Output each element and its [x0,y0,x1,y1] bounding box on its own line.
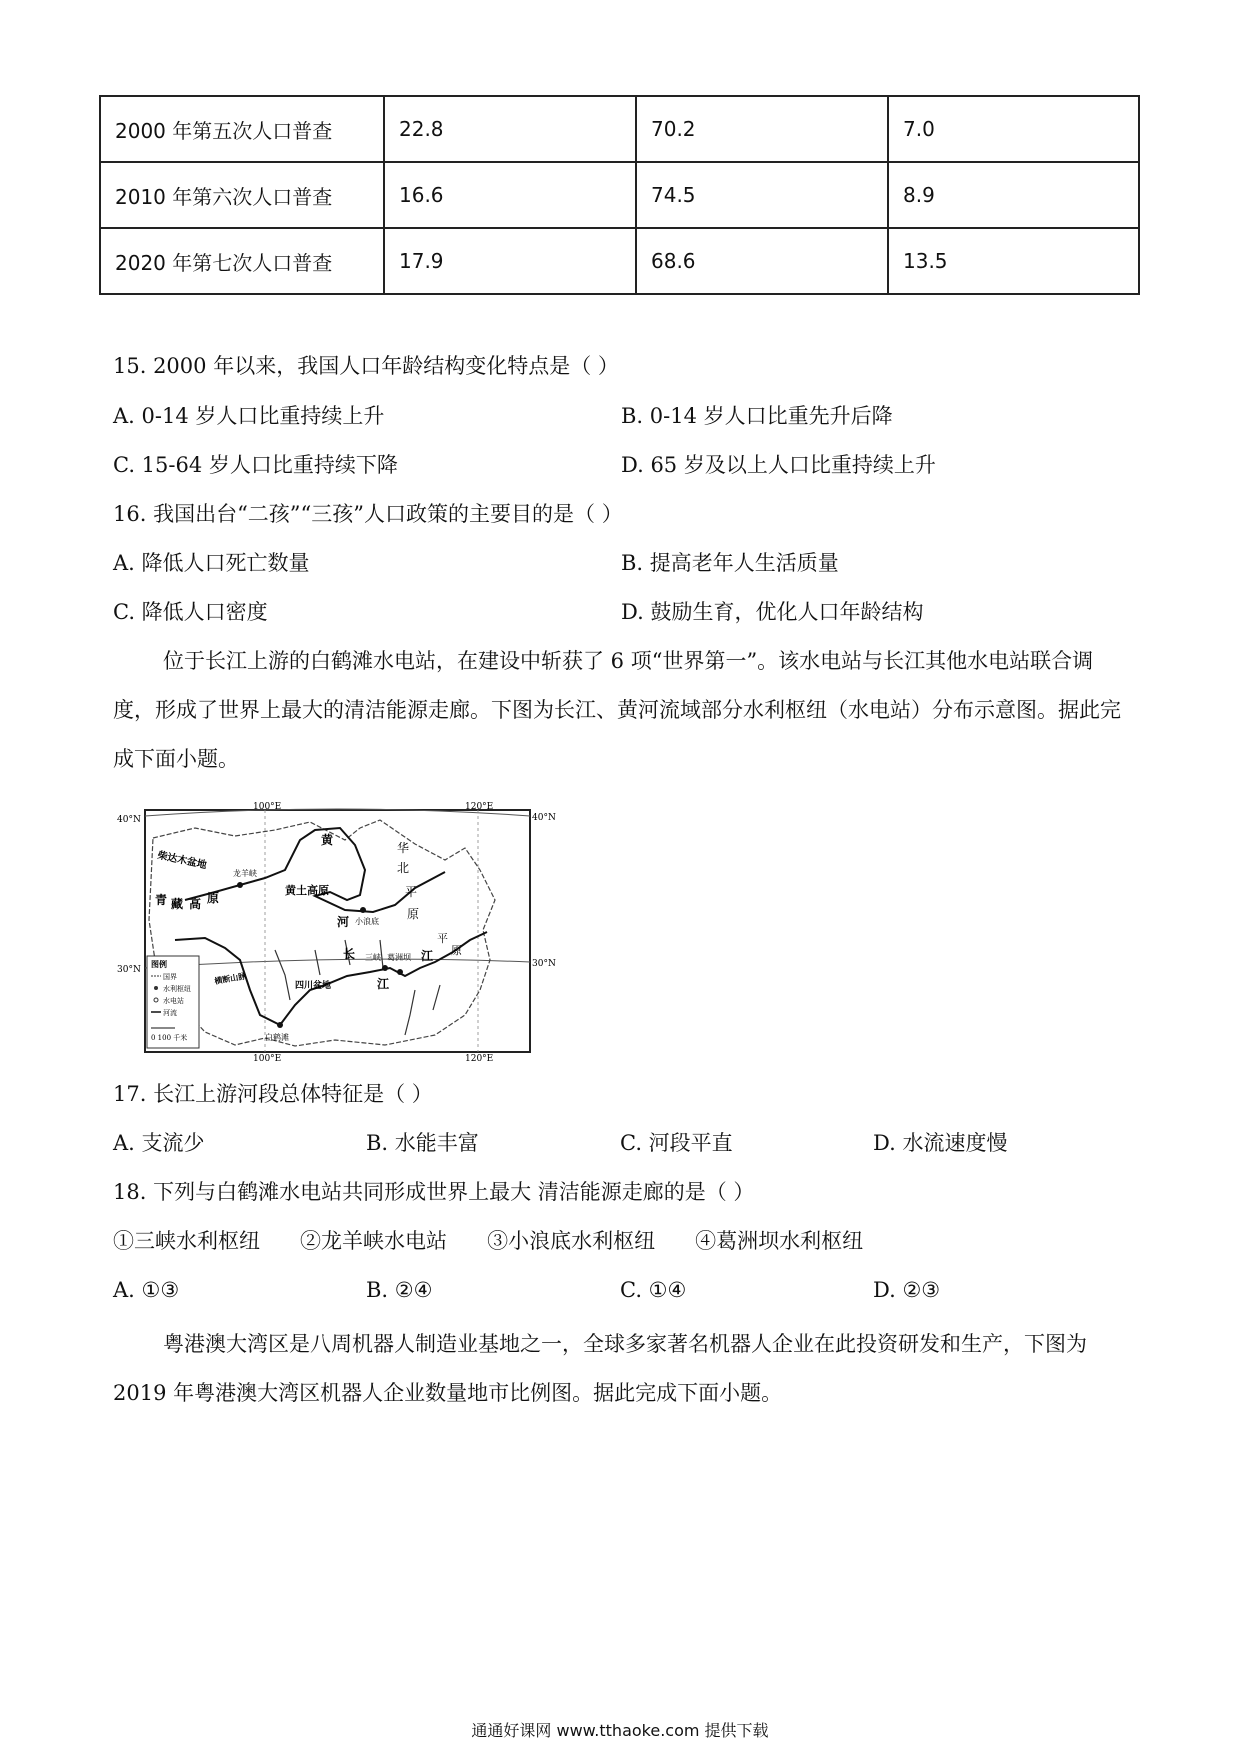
question-15-option-b: B. 0-14 岁人口比重先升后降 [621,404,893,428]
question-17-option-a: A. 支流少 [113,1131,205,1155]
question-18-items: ①三峡水利枢纽 ②龙羊峡水电站 ③小浪底水利枢纽 ④葛洲坝水利枢纽 [113,1229,864,1253]
reading-paragraph-1: 位于长江上游的白鹤滩水电站，在建设中斩获了 6 项“世界第一”。该水电站与长江其他水电站联合调度，形成了世界上最大的清洁能源走廊。下图为长江、黄河流域部分水利枢纽（水电站）分布示意图。据此完成下面小题。 [113,649,1121,771]
map-label: 高 [189,897,202,911]
lon-label: 100°E [253,802,282,812]
baihetan-label: 白鹤滩 [265,1033,289,1042]
legend-title: 图例 [151,959,167,969]
question-15-option-a: A. 0-14 岁人口比重持续上升 [113,404,385,428]
loess-plateau-label: 黄土高原 [285,884,329,897]
question-17-stem: 17. 长江上游河段总体特征是（ ） [113,1082,433,1106]
census-table [99,95,1140,295]
question-18-option-a: A. ①③ [113,1278,180,1302]
hengduan-label: 横断山脉 [213,970,247,986]
qaidam-label: 柴达木盆地 [156,850,208,872]
legend-dam-swatch [154,986,158,990]
lat-label: 30°N [532,959,556,969]
lat-label: 30°N [117,965,141,975]
table-cell: 68.6 [636,228,888,294]
sanxia-label: 三峡 [365,953,381,962]
table-cell: 7.0 [888,96,1139,162]
map-label: 江 [377,977,390,991]
question-18-option-c: C. ①④ [620,1278,687,1302]
lat-label: 40°N [117,815,141,825]
table-cell: 13.5 [888,228,1139,294]
map-label: 藏 [171,897,184,911]
xiaolangdi-marker [360,907,366,913]
reading-paragraph-2: 粤港澳大湾区是八周机器人制造业基地之一，全球多家著名机器人企业在此投资研发和生产，下图为 2019 年粤港澳大湾区机器人企业数量地市比例图。据此完成下面小题。 [113,1332,1087,1405]
page-footer: 通通好课网 www.tthaoke.com 提供下载 [471,1721,769,1740]
map-label: 青 [155,893,168,907]
question-16-option-b: B. 提高老年人生活质量 [621,551,839,575]
map-frame [145,810,530,1052]
baihetan-marker [277,1022,283,1028]
legend-item: 水利枢纽 [163,985,191,993]
legend-item: 河流 [163,1009,177,1017]
gezhouba-label: 葛洲坝 [387,953,411,962]
table-row [100,96,1139,162]
table-cell: 2020 年第七次人口普查 [100,228,384,294]
gezhouba-marker [397,969,403,975]
map-label: 原 [407,907,420,921]
question-15-option-c: C. 15-64 岁人口比重持续下降 [113,453,398,477]
question-18-option-d: D. ②③ [873,1278,941,1302]
question-16-stem: 16. 我国出台“二孩”“三孩”人口政策的主要目的是（ ） [113,502,623,526]
map-label: 平 [437,932,448,945]
table-row [100,228,1139,294]
lon-label: 100°E [253,1054,282,1064]
question-17-option-c: C. 河段平直 [620,1131,733,1155]
question-15-option-d: D. 65 岁及以上人口比重持续上升 [621,453,936,477]
legend-scale: 0 100 千米 [151,1034,188,1042]
sichuan-basin-label: 四川盆地 [295,981,332,991]
question-16-option-c: C. 降低人口密度 [113,600,268,624]
table-cell: 22.8 [384,96,636,162]
question-16-option-a: A. 降低人口死亡数量 [113,551,310,575]
table-cell: 17.9 [384,228,636,294]
lon-label: 120°E [465,802,494,812]
legend-item: 国界 [163,973,177,981]
table-row [100,162,1139,228]
map-label: 华 [397,841,410,855]
question-18-stem: 18. 下列与白鹤滩水电站共同形成世界上最大 清洁能源走廊的是（ ） [113,1180,755,1204]
sanxia-marker [382,965,388,971]
longyangxia-marker [237,882,243,888]
river-basin-map [115,800,556,1064]
map-label: 原 [207,891,220,905]
table-cell: 2010 年第六次人口普查 [100,162,384,228]
table-cell: 16.6 [384,162,636,228]
question-16-option-d: D. 鼓励生育，优化人口年龄结构 [621,600,924,624]
question-18-option-b: B. ②④ [366,1278,433,1302]
table-cell: 70.2 [636,96,888,162]
map-label: 平 [405,885,418,899]
map-label: 黄 [321,833,334,847]
xiaolangdi-label: 小浪底 [355,917,379,926]
map-label: 长 [343,947,356,961]
longyangxia-label: 龙羊峡 [233,869,257,878]
question-17-option-d: D. 水流速度慢 [873,1131,1008,1155]
question-15-stem: 15. 2000 年以来，我国人口年龄结构变化特点是（ ） [113,354,619,378]
question-17-option-b: B. 水能丰富 [366,1131,479,1155]
lat-label: 40°N [532,813,556,823]
legend-item: 水电站 [163,997,184,1005]
map-label: 江 [421,949,434,963]
table-cell: 8.9 [888,162,1139,228]
map-label: 原 [451,944,462,957]
lon-label: 120°E [465,1054,494,1064]
map-label: 河 [337,915,350,929]
table-cell: 74.5 [636,162,888,228]
map-label: 北 [397,861,410,875]
table-cell: 2000 年第五次人口普查 [100,96,384,162]
